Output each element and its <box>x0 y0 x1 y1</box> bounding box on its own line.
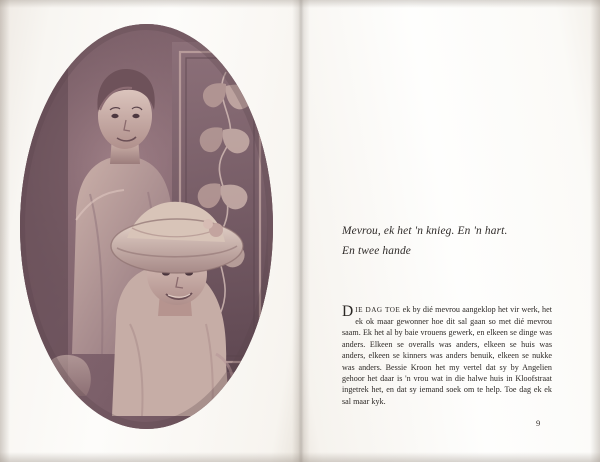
illustration-container <box>20 24 273 429</box>
body-text: ek by dié mevrou aangeklop het vir werk, het ek ok maar gewonner hoe dit sal gaan so met dié mevrou saam. Ek het al by baie vrouens gewerk, en elkeen se dinge was anders. Elkeen se overalls was anders, elkeen se huis was anders, elkeen se kinners was anders benuik, elkeen se nukke was anders. Bessie Kroon het my vertel dat sy by Angelien gehoor het daar is 'n vrou wat in die halwe huis in Kloofstraat ingetrek het, en dat sy iemand soek om te help. Toe dag ek ek sal maar kyk. <box>342 305 552 406</box>
epigraph <box>342 222 552 262</box>
bottom-page-edge <box>0 452 600 462</box>
drop-cap: D <box>342 303 354 321</box>
epigraph-line-2: En twee hande <box>342 244 412 257</box>
page-number: 9 <box>536 418 541 428</box>
epigraph-line-1: Mevrou, ek het 'n knieg. En 'n hart. <box>342 225 508 237</box>
body-paragraph <box>342 304 552 407</box>
left-page-edge <box>0 0 10 462</box>
right-page-edge <box>590 0 600 462</box>
oval-portrait-two-women <box>20 24 273 429</box>
opening-small-caps: IE DAG TOE <box>355 306 401 315</box>
book-gutter <box>292 0 310 462</box>
top-page-edge <box>0 0 600 8</box>
